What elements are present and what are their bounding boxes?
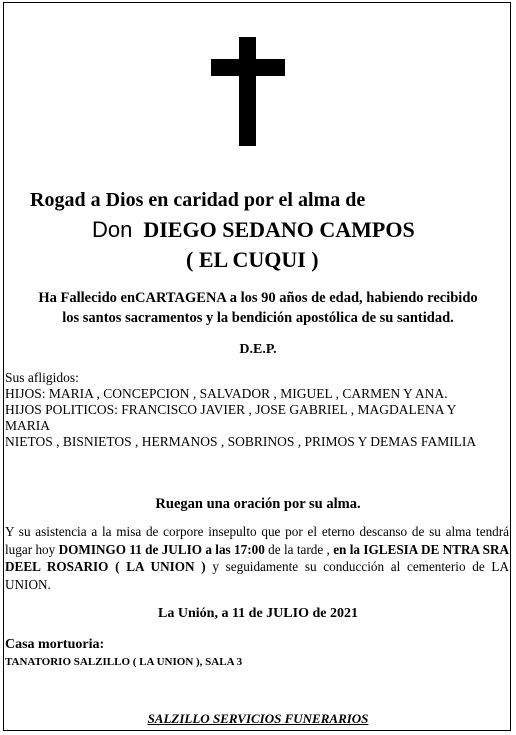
deceased-name-line bbox=[92, 217, 415, 243]
family-line: HIJOS POLITICOS: FRANCISCO JAVIER , JOSE GABRIEL , MAGDALENA Y bbox=[5, 402, 457, 417]
casa-mortuoria-label: Casa mortuoria: bbox=[5, 637, 105, 652]
fallecido-age: 90 bbox=[261, 290, 276, 306]
place-date: La Unión, a 11 de JULIO de 2021 bbox=[158, 606, 358, 621]
deceased-name: DIEGO SEDANO CAMPOS bbox=[143, 217, 415, 242]
misa-text-3: y seguidamente su conducción al cementerio de LA UNION. bbox=[5, 559, 509, 592]
fallecido-rest: años de edad, habiendo recibido bbox=[275, 290, 478, 306]
casa-mortuoria-value: TANATORIO SALZILLO ( LA UNION ), SALA 3 bbox=[5, 656, 243, 668]
misa-text-2: de la tarde , bbox=[264, 541, 334, 557]
don-title: Don bbox=[92, 217, 133, 242]
misa-church: en la IGLESIA DE NTRA SRA DEEL ROSARIO ( LA UNION ) bbox=[5, 541, 509, 574]
dep-label: D.E.P. bbox=[239, 342, 277, 357]
family-line: HIJOS: MARIA , CONCEPCION , SALVADOR , MIGUEL , CARMEN Y ANA. bbox=[5, 386, 448, 401]
family-line: NIETOS , BISNIETOS , HERMANOS , SOBRINOS , PRIMOS Y DEMAS FAMILIA bbox=[5, 434, 477, 449]
fallecido-prefix: Ha Fallecido en bbox=[38, 290, 136, 306]
misa-date: DOMINGO 11 de JULIO a las 17:00 bbox=[58, 541, 265, 557]
fallecido-mid: a los bbox=[226, 290, 262, 306]
rogad-line: Rogad a Dios en caridad por el alma de bbox=[30, 189, 366, 211]
deceased-alias: ( EL CUQUI ) bbox=[186, 247, 319, 272]
fallecido-line2: los santos sacramentos y la bendición apostólica de su santidad. bbox=[62, 310, 454, 326]
fallecido-paragraph bbox=[0, 288, 516, 328]
family-heading: Sus afligidos: bbox=[5, 370, 79, 385]
misa-paragraph bbox=[5, 523, 509, 593]
ruegan-line: Ruegan una oración por su alma. bbox=[155, 496, 361, 512]
funeral-home-name: SALZILLO SERVICIOS FUNERARIOS bbox=[147, 711, 369, 726]
family-list bbox=[5, 370, 510, 450]
family-line: MARIA bbox=[5, 418, 51, 433]
fallecido-city: CARTAGENA bbox=[135, 290, 227, 306]
misa-text-1: Y su asistencia a la misa de corpore insepulto que por el eterno descanso de su alma tendrá lugar hoy bbox=[5, 524, 509, 557]
